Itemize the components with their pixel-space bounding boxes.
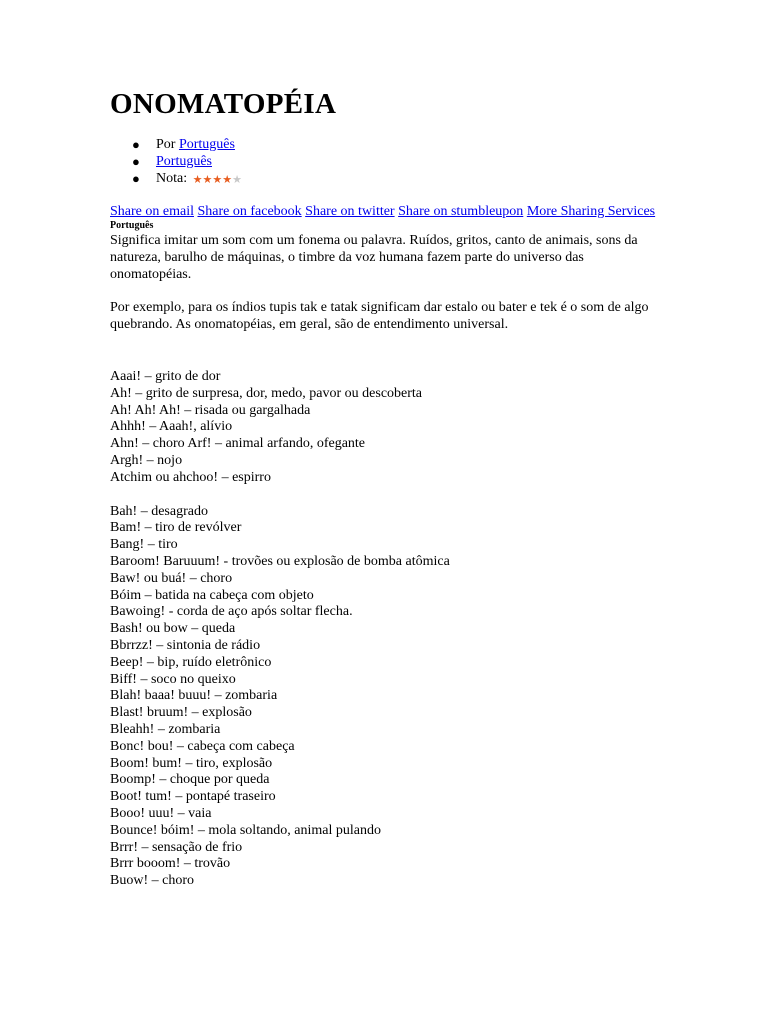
bullet-icon: ● <box>132 154 140 169</box>
list-item: Blast! bruum! – explosão <box>110 705 252 721</box>
list-item: Bang! – tiro <box>110 537 178 553</box>
list-item: Bbrrzz! – sintonia de rádio <box>110 637 261 653</box>
list-item: Bleahh! – zombaria <box>110 721 221 737</box>
star-empty-icon[interactable]: ★ <box>232 173 242 186</box>
rating-label: Nota: <box>156 171 188 186</box>
list-item: Baroom! Baruuum! - trovões ou explosão de bomba atômica <box>110 553 450 569</box>
page-title: ONOMATOPÉIA <box>110 88 337 120</box>
example-paragraph: Por exemplo, para os índios tupis tak e tatak significam dar estalo ou bater e tek é o som de algo quebrando. As onomatopéias, em geral, são de entendimento universal. <box>110 300 649 332</box>
bullet-icon: ● <box>132 137 140 152</box>
bullet-icon: ● <box>132 171 140 186</box>
list-item: Bash! ou bow – queda <box>110 621 236 637</box>
list-item: Bawoing! - corda de aço após soltar flecha. <box>110 604 353 620</box>
list-item: Bóim – batida na cabeça com objeto <box>110 587 314 603</box>
rating-stars[interactable] <box>193 171 242 188</box>
list-item: Ahn! – choro Arf! – animal arfando, ofegante <box>110 436 366 452</box>
list-item: Buow! – choro <box>110 873 194 889</box>
share-email-link[interactable]: Share on email <box>110 204 194 219</box>
list-item: Aaai! – grito de dor <box>110 369 221 384</box>
more-sharing-services-link[interactable]: More Sharing Services <box>526 204 656 219</box>
list-item: Brrr! – sensação de frio <box>110 839 243 855</box>
list-item: Atchim ou ahchoo! – espirro <box>110 469 271 485</box>
share-twitter-link[interactable]: Share on twitter <box>305 204 395 219</box>
list-item: Argh! – nojo <box>110 452 183 468</box>
category-link[interactable]: Português <box>156 154 212 169</box>
meta-author <box>110 136 670 153</box>
onomatopoeia-list <box>110 369 670 890</box>
list-item: Beep! – bip, ruído eletrônico <box>110 654 272 670</box>
list-item: Biff! – soco no queixo <box>110 671 236 687</box>
list-item: Boomp! – choque por queda <box>110 772 270 788</box>
author-link[interactable]: Português <box>178 137 235 152</box>
list-spacer <box>110 487 670 504</box>
list-item: Blah! baaa! buuu! – zombaria <box>110 688 278 704</box>
star-filled-icon[interactable]: ★ <box>202 173 213 186</box>
author-prefix: Por <box>156 137 176 152</box>
list-item: Ah! Ah! Ah! – risada ou gargalhada <box>110 402 311 418</box>
intro-paragraph: Significa imitar um som com um fonema ou palavra. Ruídos, gritos, canto de animais, sons da natureza, barulho de máquinas, o timbre da voz humana fazem parte do universo das onomatopéias. <box>110 233 638 282</box>
list-item: Ahhh! – Aaah!, alívio <box>110 419 233 435</box>
document-page <box>110 84 670 890</box>
section-label: Português <box>110 220 154 231</box>
list-item: Brrr booom! – trovão <box>110 856 231 872</box>
list-item: Bam! – tiro de revólver <box>110 520 242 536</box>
share-stumbleupon-link[interactable]: Share on stumbleupon <box>398 204 524 219</box>
share-bar <box>110 203 665 220</box>
meta-list <box>110 136 670 187</box>
list-item: Boom! bum! – tiro, explosão <box>110 755 273 771</box>
list-item: Bounce! bóim! – mola soltando, animal pulando <box>110 822 382 838</box>
meta-category <box>110 153 670 170</box>
list-item: Booo! uuu! – vaia <box>110 805 212 821</box>
list-item: Bonc! bou! – cabeça com cabeça <box>110 738 295 754</box>
share-facebook-link[interactable]: Share on facebook <box>197 204 302 219</box>
list-item: Boot! tum! – pontapé traseiro <box>110 789 276 805</box>
meta-rating <box>110 170 670 187</box>
list-item: Ah! – grito de surpresa, dor, medo, pavor ou descoberta <box>110 385 423 401</box>
star-filled-icon[interactable]: ★ <box>212 173 223 186</box>
star-filled-icon[interactable]: ★ <box>192 173 203 186</box>
list-item: Bah! – desagrado <box>110 503 208 519</box>
list-item: Baw! ou buá! – choro <box>110 570 233 586</box>
star-filled-icon[interactable]: ★ <box>222 173 233 186</box>
